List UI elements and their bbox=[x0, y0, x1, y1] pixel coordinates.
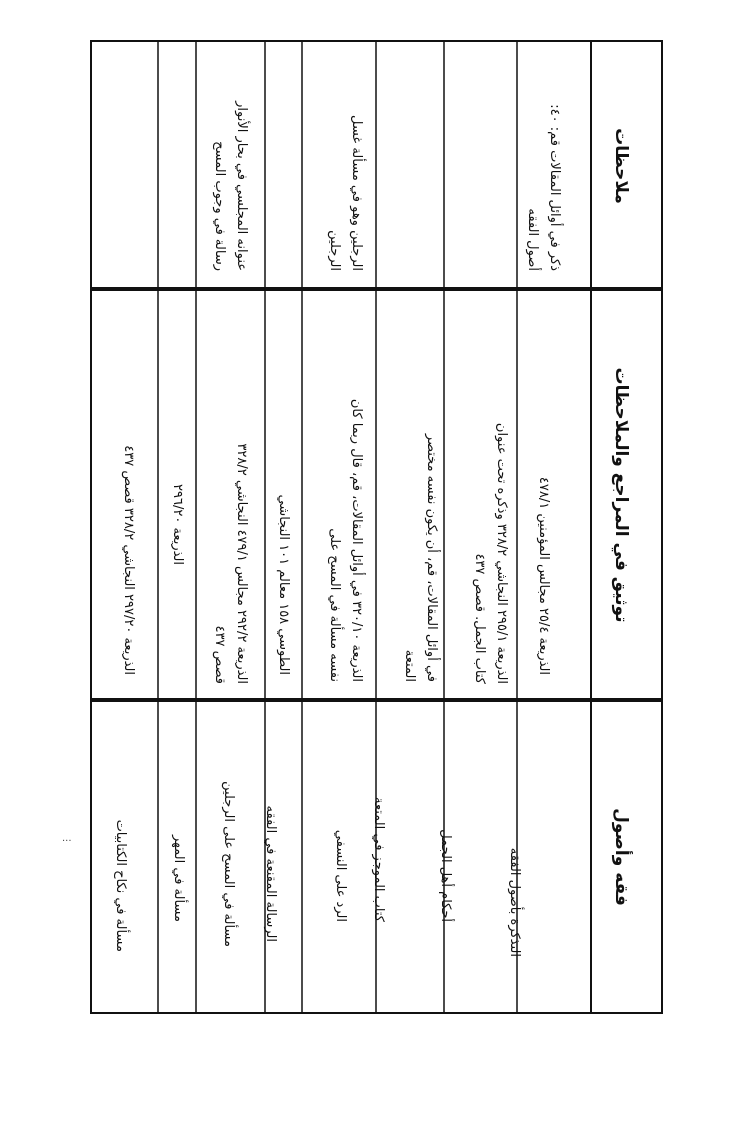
row-7-documentation bbox=[166, 425, 188, 565]
row-2-documentation-line-1: الذريعة ٢٩٥/١ النجاشي ٣٢٨/٢ وذكره تحت عنوان bbox=[494, 422, 509, 684]
row-5-title: الرسالة المقنعة في الفقه bbox=[263, 805, 278, 942]
row-2-documentation bbox=[468, 304, 512, 684]
row-4-notes bbox=[323, 61, 367, 271]
row-4-documentation bbox=[323, 302, 367, 682]
row-8-documentation bbox=[117, 315, 139, 675]
row-7-title: مسألة في المهر bbox=[171, 834, 186, 922]
row-1-notes-line-1: ذكر في أوائل المقالات قم: ٤٠: bbox=[547, 104, 562, 271]
row-6-documentation-line-1: الذريعة ٢٩٢/٢ مجالس ٤٧٩/١ النجاشي ٣٢٨/٢ bbox=[234, 443, 249, 684]
header-title: فقه وأصول bbox=[611, 808, 631, 906]
row-4-documentation-line-2: نفسه مسألة في المسح على bbox=[327, 528, 342, 682]
row-6-notes-line-2: رسالة في وجوب المسح bbox=[212, 141, 227, 271]
row-3-documentation-line-1: في أوائل المقالات، قم، أن يكون نفسه مختصر bbox=[424, 433, 439, 682]
row-1-notes bbox=[521, 61, 565, 271]
row-6-documentation-line-2: قصص ٤٣٧ bbox=[212, 625, 227, 684]
row-1-documentation bbox=[532, 315, 554, 675]
header-documentation: توثيق في المراجع والملاحظات bbox=[611, 367, 631, 623]
row-2-title: أحكام أهل الجمل bbox=[438, 829, 453, 922]
row-4-notes-line-2: الرجلين bbox=[327, 230, 342, 271]
row-1-notes-line-2: أصول الفقه bbox=[525, 208, 540, 271]
header-notes: ملاحظات bbox=[611, 128, 631, 204]
row-4-documentation-line-1: الذريعة ٣٢٠/١٠ في أوائل المقالات، قم، قال ربما كان bbox=[349, 398, 364, 682]
row-4-notes-line-1: الرجلين وهو في مسألة غسل bbox=[349, 114, 364, 271]
row-4-title: الرد على النسفي bbox=[333, 829, 348, 922]
row-2-documentation-line-2: كتاب الجمل. قصص ٤٣٧ bbox=[472, 553, 487, 684]
row-6-notes-line-1: عنوانه المجلسي في بحار الأنوار bbox=[234, 101, 249, 271]
row-1-title: التذكرة بأصول الفقه bbox=[507, 847, 522, 957]
margin-mark: ... bbox=[62, 833, 72, 844]
row-5-documentation bbox=[272, 315, 294, 675]
row-3-title: كتاب الموجز في المتعة bbox=[371, 796, 386, 922]
row-3-documentation-line-2: المتعة bbox=[402, 649, 417, 682]
row-6-notes bbox=[208, 61, 252, 271]
row-6-documentation bbox=[208, 304, 252, 684]
row-3-documentation bbox=[398, 302, 442, 682]
row-8-title: مسألة في نكاح الكتابيات bbox=[113, 819, 128, 952]
row-6-title: مسألة في المسح على الرجلين bbox=[221, 781, 236, 947]
row-1-documentation-line-1: الذريعة ٢٥/٤ مجالس المؤمنين ٤٧٨/١ bbox=[536, 476, 551, 675]
row-7-documentation-line-1: الذريعة ٢٩٦/٢٠ bbox=[170, 484, 185, 565]
row-8-documentation-line-1: الذريعة ٢٩٧/٢٠ النجاشي ٣٢٨/٢ قصص ٤٣٧ bbox=[121, 445, 136, 675]
row-5-documentation-line-1: الطوسي ١٥٨ معالم ١٠١ النجاشي bbox=[276, 494, 291, 675]
